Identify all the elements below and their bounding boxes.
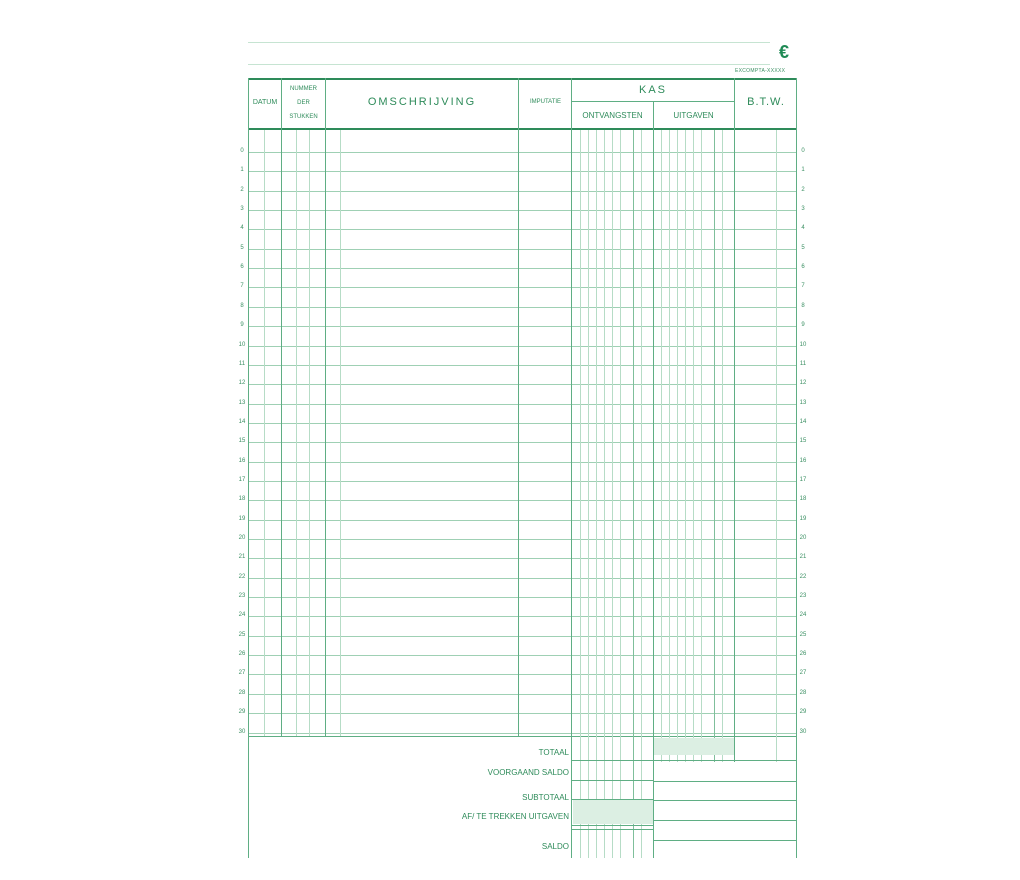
row-number: 9 — [801, 322, 805, 328]
column-border — [571, 78, 572, 858]
row-number: 30 — [238, 729, 246, 735]
footer-totaal: TOTAAL — [538, 748, 569, 757]
subdivision-line — [677, 130, 678, 762]
column-border — [734, 78, 735, 762]
row-number: 3 — [801, 206, 805, 212]
row-number: 19 — [799, 516, 807, 522]
row-number: 17 — [238, 477, 246, 483]
row-number: 5 — [240, 245, 244, 251]
column-border — [325, 78, 326, 736]
decimal-separator — [633, 130, 634, 858]
row-number: 17 — [799, 477, 807, 483]
subdivision-line — [641, 130, 642, 858]
footer-rule — [653, 820, 797, 821]
row-number: 23 — [238, 593, 246, 599]
subdivision-line — [309, 130, 310, 736]
footer-subtotaal: SUBTOTAAL — [522, 793, 569, 802]
top-rule-2 — [248, 64, 770, 65]
column-header-omschrijving: OMSCHRIJVING — [367, 96, 477, 108]
row-number: 10 — [799, 342, 807, 348]
header-top-border — [248, 78, 797, 80]
row-number: 21 — [799, 554, 807, 560]
row-number: 23 — [799, 593, 807, 599]
footer-rule — [653, 840, 797, 841]
row-number: 12 — [238, 380, 246, 386]
row-number: 7 — [240, 283, 244, 289]
row-number: 27 — [799, 670, 807, 676]
subdivision-line — [620, 130, 621, 858]
row-number: 11 — [238, 361, 246, 367]
subdivision-line — [776, 130, 777, 762]
subdivision-line — [722, 130, 723, 762]
row-number: 22 — [799, 574, 807, 580]
subdivision-line — [669, 130, 670, 762]
row-number: 1 — [801, 167, 805, 173]
row-number: 13 — [238, 400, 246, 406]
column-border — [518, 78, 519, 736]
row-number: 2 — [801, 187, 805, 193]
row-number: 30 — [799, 729, 807, 735]
subdivision-line — [596, 130, 597, 858]
footer-rule — [571, 829, 653, 830]
row-number: 16 — [799, 458, 807, 464]
top-rule-1 — [248, 42, 770, 43]
row-number: 26 — [799, 651, 807, 657]
row-number: 12 — [799, 380, 807, 386]
footer-rule — [653, 800, 797, 801]
af-te-trekken-shade — [573, 800, 653, 824]
footer-rule — [653, 781, 797, 782]
column-border — [281, 78, 282, 736]
row-number: 21 — [238, 554, 246, 560]
row-number: 29 — [799, 709, 807, 715]
euro-logo-icon: € — [779, 42, 790, 62]
row-number: 6 — [240, 264, 244, 270]
row-number: 6 — [801, 264, 805, 270]
row-number: 18 — [799, 496, 807, 502]
row-number: 28 — [799, 690, 807, 696]
row-number: 20 — [799, 535, 807, 541]
row-number: 24 — [238, 612, 246, 618]
row-number: 5 — [801, 245, 805, 251]
row-number: 18 — [238, 496, 246, 502]
row-number: 0 — [240, 148, 244, 154]
subdivision-line — [685, 130, 686, 762]
row-number: 8 — [240, 303, 244, 309]
row-number: 26 — [238, 651, 246, 657]
row-number: 27 — [238, 670, 246, 676]
row-number: 20 — [238, 535, 246, 541]
subdivision-line — [264, 130, 265, 736]
row-number: 13 — [799, 400, 807, 406]
row-number: 29 — [238, 709, 246, 715]
subdivision-line — [693, 130, 694, 762]
column-header-imputatie: IMPUTATIE — [529, 99, 562, 105]
column-header-btw: B.T.W. — [747, 96, 785, 108]
row-number: 4 — [240, 225, 244, 231]
footer-voorgaand-saldo: VOORGAAND SALDO — [487, 768, 569, 777]
subdivision-line — [588, 130, 589, 858]
row-number: 24 — [799, 612, 807, 618]
row-number: 3 — [240, 206, 244, 212]
row-number: 10 — [238, 342, 246, 348]
row-number: 28 — [238, 690, 246, 696]
footer-rule — [571, 825, 653, 826]
column-header-nummer-3: STUKKEN — [289, 114, 318, 120]
row-number: 15 — [238, 438, 246, 444]
footer-rule — [571, 780, 653, 781]
row-number: 9 — [240, 322, 244, 328]
row-number: 25 — [799, 632, 807, 638]
column-header-nummer-1: NUMMER — [290, 86, 317, 92]
column-header-datum: DATUM — [252, 99, 278, 106]
footer-rule — [571, 760, 797, 761]
row-number: 7 — [801, 283, 805, 289]
footer-saldo: SALDO — [541, 842, 569, 851]
row-number: 14 — [799, 419, 807, 425]
subdivision-line — [580, 130, 581, 858]
row-number: 22 — [238, 574, 246, 580]
column-header-uitgaven: UITGAVEN — [673, 111, 714, 120]
row-number: 1 — [240, 167, 244, 173]
column-border — [796, 78, 797, 858]
row-number: 11 — [799, 361, 807, 367]
subdivision-line — [701, 130, 702, 762]
totaal-uitgaven-shade — [654, 738, 734, 755]
subdivision-line — [604, 130, 605, 858]
subdivision-line — [340, 130, 341, 736]
column-header-nummer-2: DER — [297, 100, 310, 106]
subdivision-line — [661, 130, 662, 762]
row-number: 2 — [240, 187, 244, 193]
row-number: 0 — [801, 148, 805, 154]
form-code: EXCOMPTA-XXXXX — [735, 68, 786, 74]
column-header-ontvangsten: ONTVANGSTEN — [582, 111, 643, 120]
row-number: 25 — [238, 632, 246, 638]
column-header-kas: KAS — [638, 84, 667, 96]
row-number: 16 — [238, 458, 246, 464]
column-border — [248, 78, 249, 858]
row-number: 14 — [238, 419, 246, 425]
row-number: 19 — [238, 516, 246, 522]
subdivision-line — [296, 130, 297, 736]
footer-af-te-trekken: AF/ TE TREKKEN UITGAVEN — [461, 812, 569, 821]
decimal-separator — [714, 130, 715, 762]
subdivision-line — [612, 130, 613, 858]
row-number: 8 — [801, 303, 805, 309]
row-number: 15 — [799, 438, 807, 444]
row-number: 4 — [801, 225, 805, 231]
